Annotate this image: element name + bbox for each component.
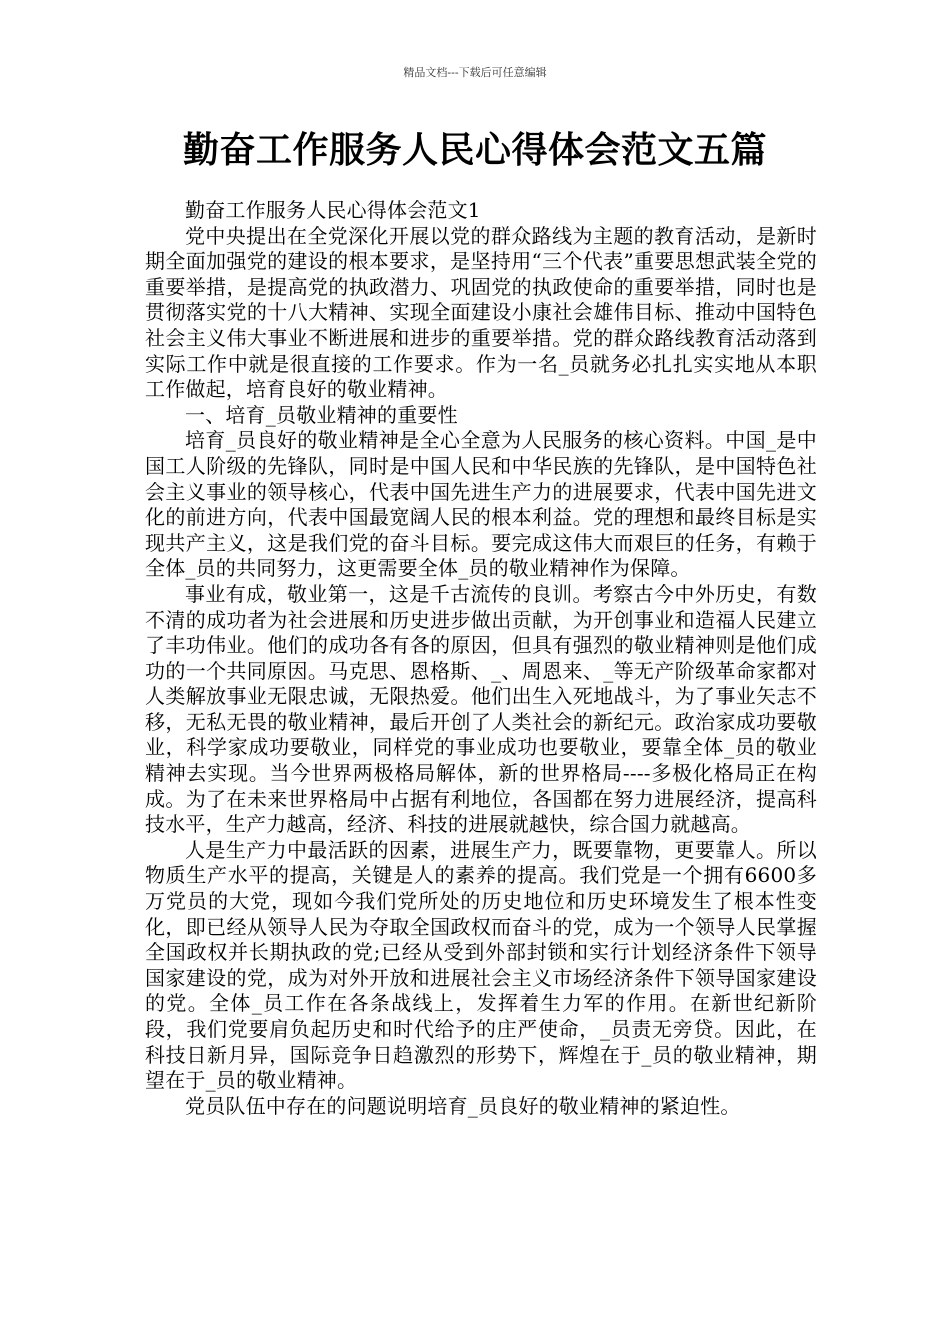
page-title: 勤奋工作服务人民心得体会范文五篇 <box>182 130 767 171</box>
paragraph: 事业有成，敬业第一，这是千古流传的良训。考察古今中外历史，有数不清的成功者为社会进展和历史进步做出贡献，为开创事业和造福人民建立了丰功伟业。他们的成功各有各的原因，但具有强烈的敬业精神则是他们成功的一个共同原因。马克思、恩格斯、_、周恩来、_等无产阶级革命家都对人类解放事业无限忠诚，无限热爱。他们出生入死地战斗，为了事业矢志不移，无私无畏的敬业精神，最后开创了人类社会的新纪元。政治家成功要敬业，科学家成功要敬业，同样党的事业成功也要敬业，要靠全体_员的敬业精神去实现。当今世界两极格局解体，新的世界格局----多极化格局正在构成。为了在未来世界格局中占据有利地位，各国都在努力进展经济，提高科技水平，生产力越高，经济、科技的进展就越快，综合国力就越高。 <box>145 581 817 837</box>
section-heading: 一、培育_员敬业精神的重要性 <box>185 402 458 427</box>
section-heading: 勤奋工作服务人民心得体会范文1 <box>185 198 481 222</box>
header-note: 精品文档---下载后可任意编辑 <box>403 66 547 79</box>
document-body <box>145 198 817 1119</box>
paragraph: 党员队伍中存在的问题说明培育_员良好的敬业精神的紧迫性。 <box>185 1093 741 1118</box>
paragraph: 党中央提出在全党深化开展以党的群众路线为主题的教育活动，是新时期全面加强党的建设的根本要求，是坚持用“三个代表”重要思想武装全党的重要举措，是提高党的执政潜力、巩固党的执政使命的重要举措，同时也是贯彻落实党的十八大精神、实现全面建设小康社会雄伟目标、推动中国特色社会主义伟大事业不断进展和进步的重要举措。党的群众路线教育活动落到实际工作中就是很直接的工作要求。作为一名_员就务必扎扎实实地从本职工作做起，培育良好的敬业精神。 <box>145 223 817 402</box>
paragraph: 人是生产力中最活跃的因素，进展生产力，既要靠物，更要靠人。所以物质生产水平的提高，关键是人的素养的提高。我们党是一个拥有6600多万党员的大党，现如今我们党所处的历史地位和历史环境发生了根本性变化，即已经从领导人民为夺取全国政权而奋斗的党，成为一个领导人民掌握全国政权并长期执政的党;已经从受到外部封锁和实行计划经济条件下领导国家建设的党，成为对外开放和进展社会主义市场经济条件下领导国家建设的党。全体_员工作在各条战线上，发挥着生力军的作用。在新世纪新阶段，我们党要肩负起历史和时代给予的庄严使命，_员责无旁贷。因此，在科技日新月异，国际竞争日趋激烈的形势下，辉煌在于_员的敬业精神，期望在于_员的敬业精神。 <box>145 837 817 1093</box>
paragraph: 培育_员良好的敬业精神是全心全意为人民服务的核心资料。中国_是中国工人阶级的先锋队，同时是中国人民和中华民族的先锋队，是中国特色社会主义事业的领导核心，代表中国先进生产力的进展要求，代表中国先进文化的前进方向，代表中国最宽阔人民的根本利益。党的理想和最终目标是实现共产主义，这是我们党的奋斗目标。要完成这伟大而艰巨的任务，有赖于全体_员的共同努力，这更需要全体_员的敬业精神作为保障。 <box>145 428 817 581</box>
